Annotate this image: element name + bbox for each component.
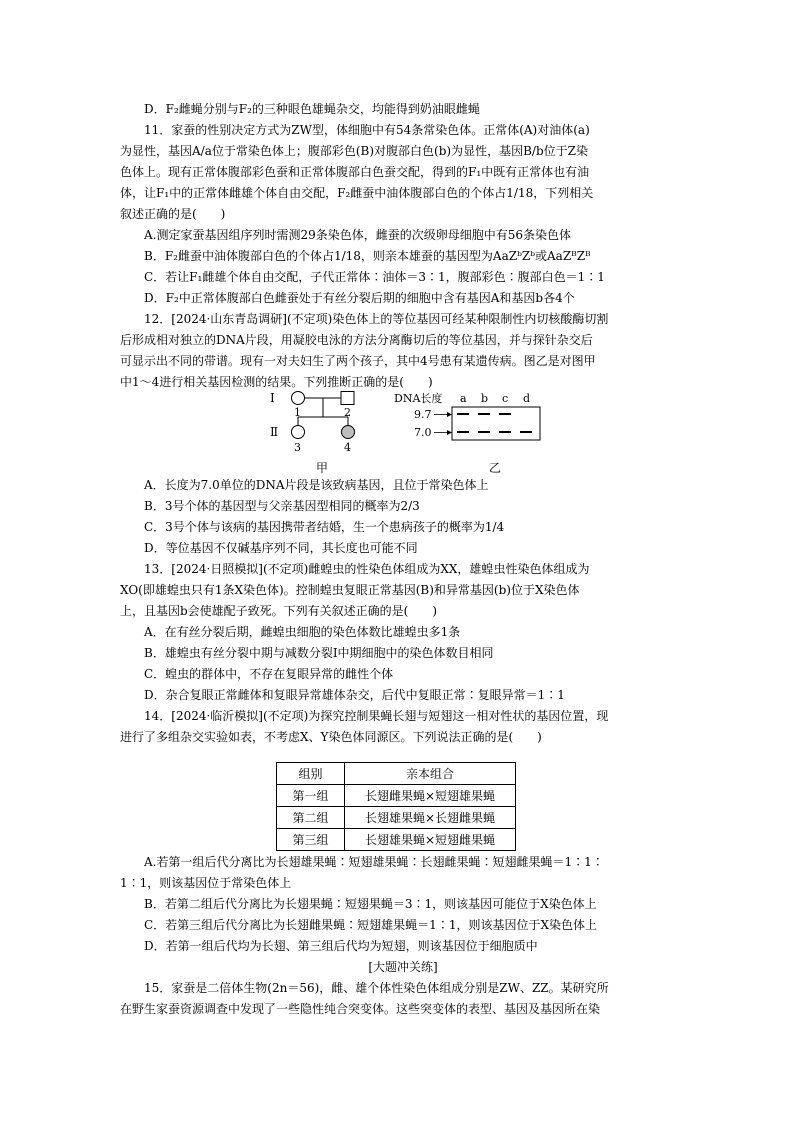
- q11-stem-line-2: 为显性，基因A/a位于常染色体上；腹部彩色(B)对腹部白色(b)为显性，基因B/b位于Z染: [120, 144, 588, 158]
- band-a-9-7: [457, 413, 469, 415]
- gel-figure: [392, 390, 552, 480]
- generation-2-label: Ⅱ: [270, 425, 279, 439]
- table-row: [277, 785, 516, 807]
- table-row: [277, 807, 516, 829]
- table-cell-group: 第二组: [277, 807, 345, 829]
- q14-option-a-line-1: A.若第一组后代分离比为长翅雄果蝇∶短翅雄果蝇∶长翅雌果蝇∶短翅雌果蝇＝1∶1∶: [144, 855, 604, 869]
- table-header-group: 组别: [277, 763, 345, 785]
- q12-stem-line-1: 12．[2024·山东青岛调研](不定项)染色体上的等位基因可经某种限制性内切核酸酶切割: [144, 312, 609, 326]
- size-marker-9-7: 9.7: [414, 408, 432, 421]
- table-header-row: [277, 763, 516, 785]
- dna-length-label: DNA长度: [394, 392, 443, 405]
- q12-stem-line-2: 后形成相对独立的DNA片段，用凝胶电泳的方法分离酶切后的等位基因，并与探针杂交后: [120, 333, 593, 347]
- cross-experiment-table: [276, 762, 516, 851]
- q13-stem-line-3: 上，且基因b会使雄配子致死。下列有关叙述正确的是( ): [120, 604, 438, 618]
- band-b-7-0: [478, 431, 490, 433]
- q12-option-c: C．3号个体与该病的基因携带者结婚，生一个患病孩子的概率为1/4: [144, 520, 505, 534]
- band-d-7-0: [520, 431, 532, 433]
- q14-option-a-line-2: 1∶1，则该基因位于常染色体上: [120, 876, 292, 890]
- figure-yi-caption: 乙: [489, 461, 502, 475]
- gel-frame: [452, 407, 540, 440]
- q12-stem-line-4: 中1～4进行相关基因检测的结果。下列推断正确的是( ): [120, 375, 433, 389]
- q11-stem-line-3: 色体上。现有正常体腹部彩色蚕和正常体腹部白色蚕交配，得到的F₁中既有正常体也有油: [120, 165, 590, 179]
- band-c-7-0: [499, 431, 511, 433]
- lane-d-label: d: [523, 392, 531, 405]
- table-cell-parents: 长翅雌果蝇×短翅雄果蝇: [345, 785, 516, 807]
- band-c-9-7: [499, 413, 511, 415]
- table-cell-group: 第三组: [277, 829, 345, 851]
- table-cell-group: 第一组: [277, 785, 345, 807]
- q13-option-a: A．在有丝分裂后期，雌蝗虫细胞的染色体数比雄蝗虫多1条: [144, 625, 461, 639]
- size-marker-7-0: 7.0: [414, 426, 432, 439]
- q14-stem-line-1: 14．[2024·临沂模拟](不定项)为探究控制果蝇长翅与短翅这一相对性状的基因位置，现: [144, 709, 609, 723]
- individual-2-label: 2: [344, 406, 351, 419]
- q11-option-a: A.测定家蚕基因组序列时需测29条染色体，雌蚕的次级卵母细胞中有56条染色体: [144, 228, 572, 242]
- band-a-7-0: [457, 431, 469, 433]
- table-cell-parents: 长翅雄果蝇×长翅雌果蝇: [345, 807, 516, 829]
- q11-option-d: D．F₂中正常体腹部白色雌蚕处于有丝分裂后期的细胞中含有基因A和基因b各4个: [144, 291, 575, 305]
- table-row: [277, 829, 516, 851]
- q12-option-b: B．3号个体的基因型与父亲基因型相同的概率为2/3: [144, 499, 420, 513]
- q14-option-b: B．若第二组后代分离比为长翅果蝇∶短翅果蝇＝3∶1，则该基因可能位于X染色体上: [144, 897, 597, 911]
- generation-1-label: Ⅰ: [270, 391, 275, 405]
- q12-stem-line-3: 可显示出不同的带谱。现有一对夫妇生了两个孩子，其中4号患有某遗传病。图乙是对图甲: [120, 354, 596, 368]
- arrowhead-9-7: [447, 412, 452, 417]
- individual-1-female: [292, 392, 305, 405]
- figure-jia-caption: 甲: [316, 461, 329, 475]
- q13-stem-line-1: 13．[2024·日照模拟](不定项)雌蝗虫的性染色体组成为XX，雄蝗虫性染色体组成为: [144, 562, 590, 576]
- q11-stem-line-5: 叙述正确的是( ): [120, 207, 226, 221]
- table-cell-parents: 长翅雄果蝇×短翅雌果蝇: [345, 829, 516, 851]
- individual-2-male: [341, 392, 354, 405]
- q11-stem-line-4: 体，让F₁中的正常体雌雄个体自由交配，F₂雌蚕中油体腹部白色的个体占1/18，下列相关: [120, 186, 594, 200]
- q13-stem-line-2: XO(即雄蝗虫只有1条X染色体)。控制蝗虫复眼正常基因(B)和异常基因(b)位于X染色体: [120, 583, 580, 597]
- q14-option-c: C．若第三组后代分离比为长翅雌果蝇∶短翅雄果蝇＝1∶1，则该基因位于X染色体上: [144, 918, 597, 932]
- lane-c-label: c: [502, 392, 509, 405]
- q11-option-c: C．若让F₁雌雄个体自由交配，子代正常体∶油体＝3∶1，腹部彩色∶腹部白色＝1∶1: [144, 270, 605, 284]
- q11-option-b: B．F₂雌蚕中油体腹部白色的个体占1/18，则亲本雄蚕的基因型为AaZᵇZᵇ或AaZᴮZᴮ: [144, 249, 591, 263]
- q15-stem-line-1: 15．家蚕是二倍体生物(2n＝56)，雌、雄个体性染色体组成分别是ZW、ZZ。某研究所: [144, 981, 609, 995]
- individual-4-label: 4: [344, 441, 351, 454]
- section-title: [大题冲关练]: [368, 960, 438, 974]
- q15-stem-line-2: 在野生家蚕资源调查中发现了一些隐性纯合突变体。这些突变体的表型、基因及基因所在染: [120, 1002, 601, 1016]
- table-header-parents: 亲本组合: [345, 763, 516, 785]
- individual-3-label: 3: [294, 441, 301, 454]
- arrowhead-7-0: [447, 430, 452, 435]
- q11-stem-line-1: 11．家蚕的性别决定方式为ZW型，体细胞中有54条常染色体。正常体(A)对油体(a): [144, 123, 590, 137]
- q12-option-a: A．长度为7.0单位的DNA片段是该致病基因，且位于常染色体上: [144, 478, 489, 492]
- lane-b-label: b: [481, 392, 489, 405]
- q14-stem-line-2: 进行了多组杂交实验如表，不考虑X、Y染色体同源区。下列说法正确的是( ): [120, 730, 542, 744]
- q14-option-d: D．若第一组后代均为长翅、第三组后代均为短翅，则该基因位于细胞质中: [144, 939, 538, 953]
- q13-option-b: B．雄蝗虫有丝分裂中期与减数分裂Ⅰ中期细胞中的染色体数目相同: [144, 646, 494, 660]
- q13-option-d: D．杂合复眼正常雌体和复眼异常雄体杂交，后代中复眼正常∶复眼异常＝1∶1: [144, 688, 565, 702]
- individual-4-affected-female: [342, 426, 355, 439]
- q12-option-d: D．等位基因不仅碱基序列不同，其长度也可能不同: [144, 541, 418, 555]
- band-b-9-7: [478, 413, 490, 415]
- individual-3-female: [292, 426, 305, 439]
- q13-option-c: C．蝗虫的群体中，不存在复眼异常的雌性个体: [144, 667, 394, 681]
- lane-a-label: a: [460, 392, 467, 405]
- individual-1-label: 1: [294, 406, 301, 419]
- q10-option-d: D．F₂雌蝇分别与F₂的三种眼色雄蝇杂交，均能得到奶油眼雌蝇: [144, 102, 480, 116]
- pedigree-figure: [268, 390, 378, 478]
